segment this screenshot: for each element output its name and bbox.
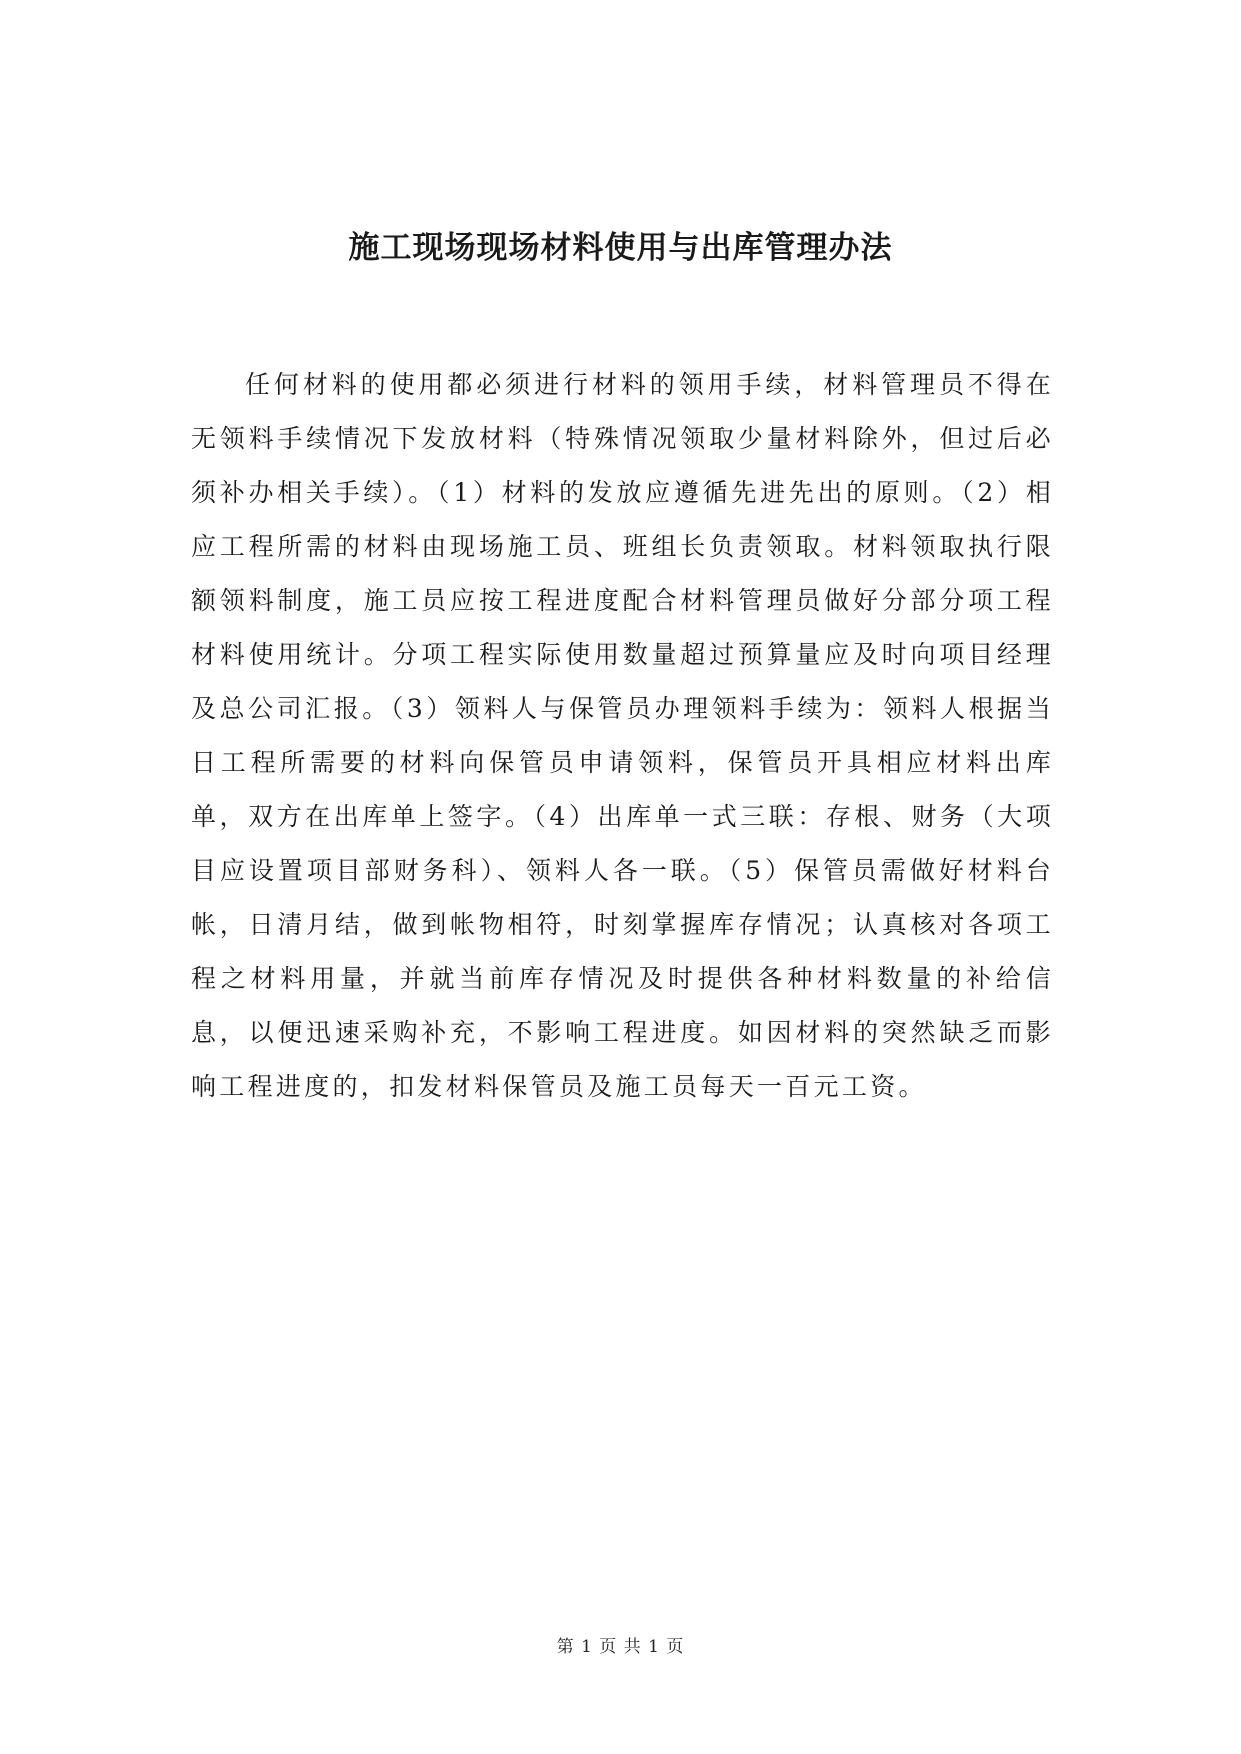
document-title: 施工现场现场材料使用与出库管理办法: [348, 230, 893, 266]
document-body-paragraph: 任何材料的使用都必须进行材料的领用手续，材料管理员不得在无领料手续情况下发放材料（特殊情况领取少量材料除外，但过后必须补办相关手续）。（1）材料的发放应遵循先进先出的原则。（2）相应工程所需的材料由现场施工员、班组长负责领取。材料领取执行限额领料制度，施工员应按工程进度配合材料管理员做好分部分项工程材料使用统计。分项工程实际使用数量超过预算量应及时向项目经理及总公司汇报。（3）领料人与保管员办理领料手续为：领料人根据当日工程所需要的材料向保管员申请领料，保管员开具相应材料出库单，双方在出库单上签字。（4）出库单一式三联：存根、财务（大项目应设置项目部财务科）、领料人各一联。（5）保管员需做好材料台帐，日清月结，做到帐物相符，时刻掌握库存情况；认真核对各项工程之材料用量，并就当前库存情况及时提供各种材料数量的补给信息，以便迅速采购补充，不影响工程进度。如因材料的突然缺乏而影响工程进度的，扣发材料保管员及施工员每天一百元工资。: [191, 370, 1054, 1101]
page-number-footer: 第 1 页 共 1 页: [556, 1637, 685, 1657]
